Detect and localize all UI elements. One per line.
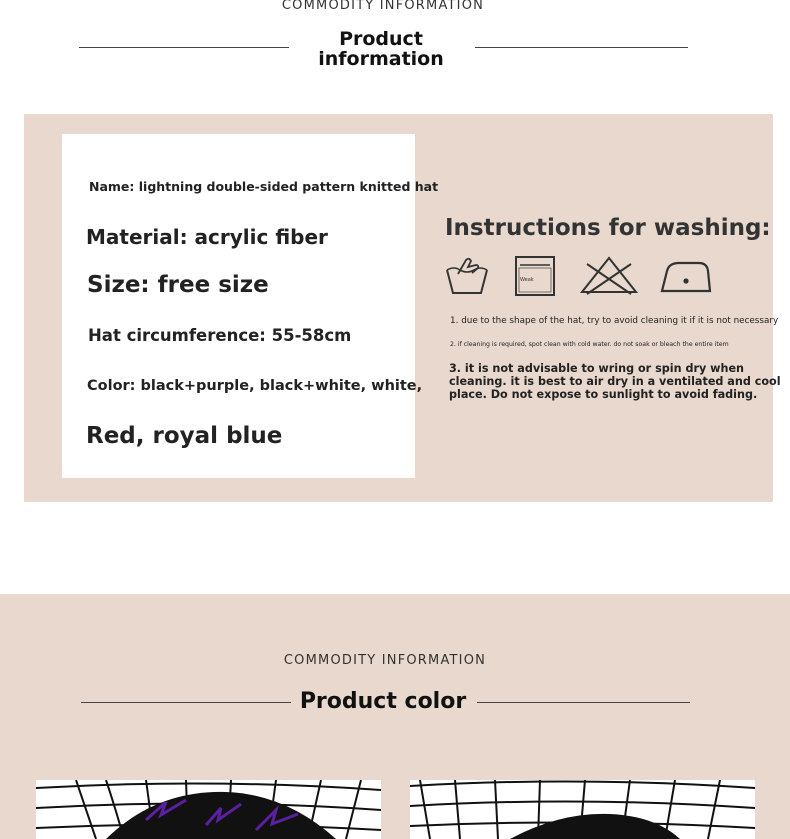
hand-wash-icon [444, 256, 490, 296]
do-not-bleach-icon [579, 254, 639, 296]
grid-background-image-2 [410, 780, 755, 839]
section2-title: Product color [299, 689, 467, 714]
divider-left [79, 47, 289, 48]
product-photo-black-white[interactable] [410, 780, 755, 839]
washing-note-3-line3: place. Do not expose to sunlight to avoid fading. [449, 388, 758, 401]
product-photo-black-purple[interactable] [36, 780, 381, 839]
divider2-right [477, 702, 690, 703]
spec-color: Color: black+purple, black+white, white, [87, 378, 423, 394]
section-kicker: COMMODITY INFORMATION [281, 0, 485, 13]
spec-size: Size: free size [87, 272, 269, 298]
washing-note-3-line1: 3. it is not advisable to wring or spin dry when [449, 362, 745, 375]
spec-circumference: Hat circumference: 55-58cm [88, 326, 352, 345]
divider2-left [81, 702, 291, 703]
iron-low-icon [659, 257, 713, 295]
washing-title: Instructions for washing: [445, 215, 771, 241]
tumble-dry-weak-icon [513, 254, 557, 298]
weak-label: Weak [520, 277, 534, 283]
washing-note-2: 2. if cleaning is required, spot clean with cold water. do not soak or bleach the entire item [450, 341, 729, 348]
section2-kicker: COMMODITY INFORMATION [283, 653, 487, 668]
grid-background-image [36, 780, 381, 839]
spec-color-continued: Red, royal blue [86, 423, 283, 449]
section-title-line2: information [318, 48, 444, 70]
spec-name: Name: lightning double-sided pattern knitted hat [89, 179, 439, 194]
section-title-line1: Product [339, 28, 423, 50]
divider-right [475, 47, 688, 48]
section-title [300, 29, 462, 69]
washing-note-1: 1. due to the shape of the hat, try to avoid cleaning it if it is not necessary [450, 316, 779, 326]
washing-note-3 [449, 362, 781, 401]
washing-note-3-line2: cleaning. it is best to air dry in a ventilated and cool [449, 375, 781, 388]
spec-material: Material: acrylic fiber [86, 225, 328, 249]
